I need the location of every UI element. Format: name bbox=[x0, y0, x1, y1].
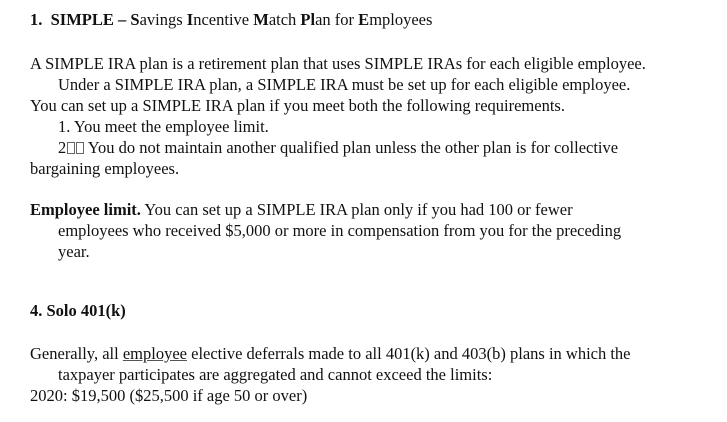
section-4-heading: 4. Solo 401(k) bbox=[30, 301, 126, 320]
requirement-2-text: You do not maintain another qualified plan unless the other plan is for collective bbox=[87, 138, 619, 157]
section-4-line-2: taxpayer participates are aggregated and cannot exceed the limits: bbox=[58, 365, 493, 384]
section-4-line-3: 2020: $19,500 ($25,500 if age 50 or over) bbox=[30, 386, 308, 405]
section-1-heading: 1. SIMPLE – Savings Incentive Match Plan for Employees bbox=[30, 10, 433, 29]
section-4-line-1: Generally, all employee elective deferrals made to all 401(k) and 403(b) plans in which the bbox=[30, 344, 631, 363]
missing-glyph-box bbox=[67, 142, 75, 154]
employee-link[interactable]: employee bbox=[122, 344, 187, 363]
employee-limit-line-2: employees who received $5,000 or more in compensation from you for the preceding bbox=[58, 221, 622, 240]
employee-limit-label: Employee limit. bbox=[30, 200, 141, 219]
para-2: You can set up a SIMPLE IRA plan if you meet both the following requirements. bbox=[30, 96, 565, 115]
missing-glyph-box bbox=[76, 142, 84, 154]
requirement-2 bbox=[58, 137, 618, 158]
section-1-number: 1. bbox=[30, 10, 43, 29]
para-1-line-1: A SIMPLE IRA plan is a retirement plan that uses SIMPLE IRAs for each eligible employee. bbox=[30, 54, 646, 73]
requirement-2-continuation: bargaining employees. bbox=[30, 159, 180, 178]
employee-limit-line-3: year. bbox=[58, 242, 90, 261]
requirement-2-number: 2 bbox=[58, 138, 67, 157]
requirement-1: 1. You meet the employee limit. bbox=[58, 117, 269, 136]
employee-limit-line-1: Employee limit. You can set up a SIMPLE IRA plan only if you had 100 or fewer bbox=[30, 200, 573, 219]
para-1-line-2: Under a SIMPLE IRA plan, a SIMPLE IRA must be set up for each eligible employee. bbox=[58, 75, 631, 94]
